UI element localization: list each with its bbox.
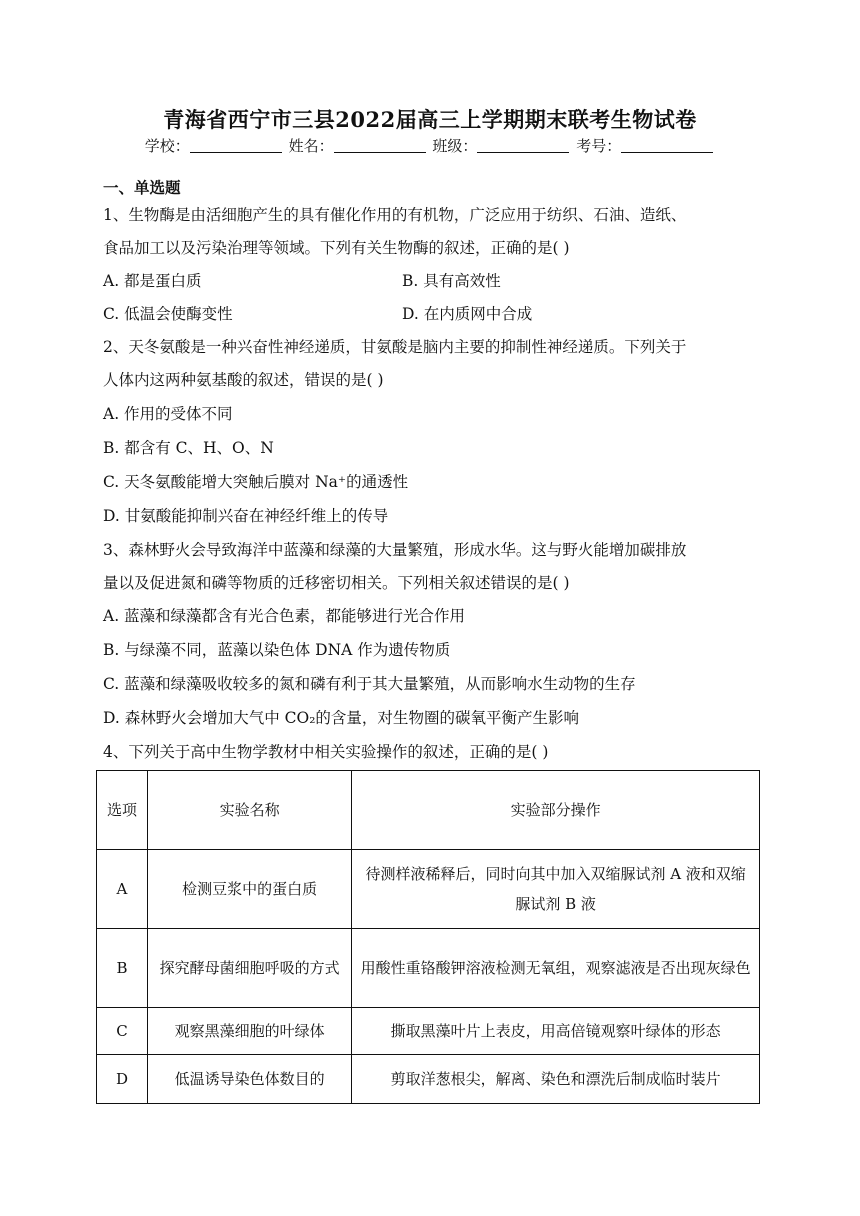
q3-option-d: D. 森林野火会增加大气中 CO₂的含量，对生物圈的碳氧平衡产生影响	[103, 709, 579, 727]
row-a-option: A	[97, 850, 148, 929]
name-label: 姓名：	[288, 137, 334, 155]
q3-stem-line-1: 3、森林野火会导致海洋中蓝藻和绿藻的大量繁殖，形成水华。这与野火能增加碳排放	[103, 541, 687, 559]
q2-option-b: B. 都含有 C、H、O、N	[103, 439, 274, 457]
q1-option-a: A. 都是蛋白质	[103, 272, 202, 290]
row-a-operation: 待测样液稀释后，同时向其中加入双缩脲试剂 A 液和双缩脲试剂 B 液	[352, 850, 760, 929]
row-c-name: 观察黑藻细胞的叶绿体	[147, 1008, 351, 1055]
experiment-table	[96, 770, 760, 1104]
row-b-name: 探究酵母菌细胞呼吸的方式	[147, 929, 351, 1008]
q3-stem-line-2: 量以及促进氮和磷等物质的迁移密切相关。下列相关叙述错误的是( )	[103, 574, 570, 592]
table-row	[97, 850, 760, 929]
q3-option-a: A. 蓝藻和绿藻都含有光合色素，都能够进行光合作用	[103, 607, 466, 625]
q3-option-b: B. 与绿藻不同，蓝藻以染色体 DNA 作为遗传物质	[103, 641, 451, 659]
table-row	[97, 1008, 760, 1055]
header-option: 选项	[97, 771, 148, 850]
q2-option-d: D. 甘氨酸能抑制兴奋在神经纤维上的传导	[103, 507, 389, 525]
exam-number-label: 考号：	[576, 137, 622, 155]
q4-stem: 4、下列关于高中生物学教材中相关实验操作的叙述，正确的是( )	[103, 743, 549, 761]
row-c-option: C	[97, 1008, 148, 1055]
q1-option-c: C. 低温会使酶变性	[103, 305, 233, 323]
q2-option-a: A. 作用的受体不同	[103, 405, 233, 423]
class-blank	[477, 138, 569, 153]
row-d-operation: 剪取洋葱根尖，解离、染色和漂洗后制成临时装片	[352, 1055, 760, 1104]
school-blank	[190, 138, 282, 153]
q1-option-d: D. 在内质网中合成	[402, 305, 533, 323]
section-heading: 一、单选题	[103, 178, 181, 197]
row-c-operation: 撕取黑藻叶片上表皮，用高倍镜观察叶绿体的形态	[352, 1008, 760, 1055]
name-blank	[334, 138, 426, 153]
q1-option-b: B. 具有高效性	[402, 272, 501, 290]
header-operation: 实验部分操作	[352, 771, 760, 850]
q2-stem-line-2: 人体内这两种氨基酸的叙述，错误的是( )	[103, 371, 384, 389]
row-b-option: B	[97, 929, 148, 1008]
row-a-name: 检测豆浆中的蛋白质	[147, 850, 351, 929]
q3-option-c: C. 蓝藻和绿藻吸收较多的氮和磷有利于其大量繁殖，从而影响水生动物的生存	[103, 675, 636, 693]
student-info-line	[0, 135, 860, 156]
exam-title: 青海省西宁市三县2022届高三上学期期末联考生物试卷	[163, 107, 697, 132]
q2-option-c: C. 天冬氨酸能增大突触后膜对 Na⁺的通透性	[103, 473, 409, 491]
q2-stem-line-1: 2、天冬氨酸是一种兴奋性神经递质，甘氨酸是脑内主要的抑制性神经递质。下列关于	[103, 338, 687, 356]
header-experiment-name: 实验名称	[147, 771, 351, 850]
table-header-row	[97, 771, 760, 850]
school-label: 学校：	[144, 137, 190, 155]
table-row	[97, 929, 760, 1008]
row-d-option: D	[97, 1055, 148, 1104]
row-d-name: 低温诱导染色体数目的	[147, 1055, 351, 1104]
row-b-operation: 用酸性重铬酸钾溶液检测无氧组，观察滤液是否出现灰绿色	[352, 929, 760, 1008]
class-label: 班级：	[432, 137, 478, 155]
q1-stem-line-1: 1、生物酶是由活细胞产生的具有催化作用的有机物，广泛应用于纺织、石油、造纸、	[103, 206, 687, 224]
q1-stem-line-2: 食品加工以及污染治理等领域。下列有关生物酶的叙述，正确的是( )	[103, 239, 570, 257]
table-row	[97, 1055, 760, 1104]
exam-number-blank	[621, 138, 713, 153]
